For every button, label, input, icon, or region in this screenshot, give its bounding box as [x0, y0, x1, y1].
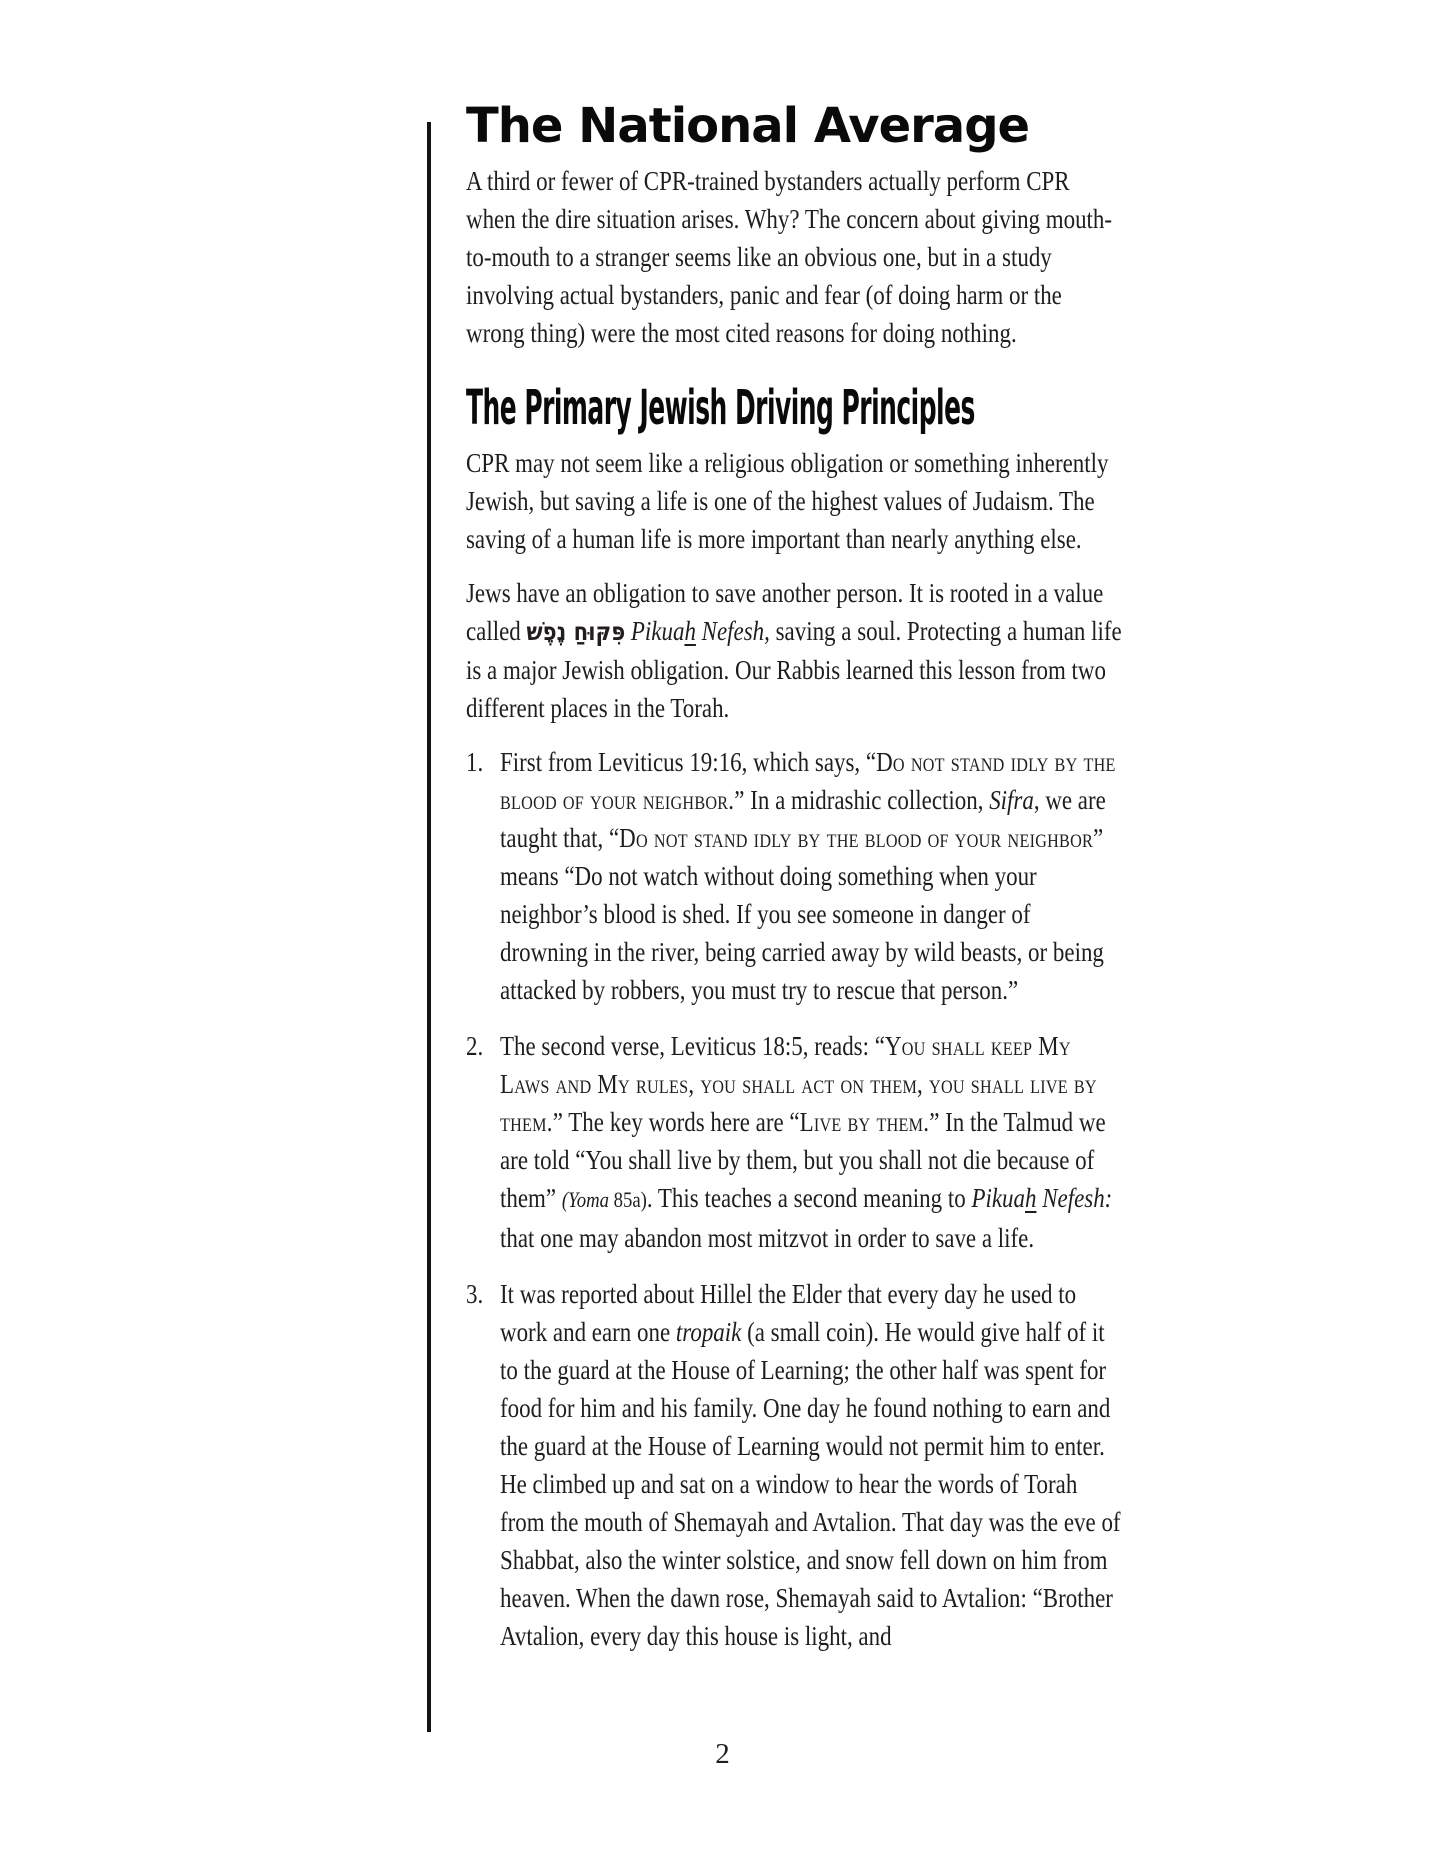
- list-item-number: 1.: [466, 747, 484, 777]
- paragraph-national-average: A third or fewer of CPR-trained bystanders actually perform CPR when the dire situation arises. Why? The concern about giving mouth-to-mouth to a stranger seems like an obvious one, but in a study involving actual bystanders, panic and fear (of doing harm or the wrong thing) were the most cited reasons for doing nothing.: [466, 166, 1113, 348]
- list-item-number: 2.: [466, 1031, 484, 1061]
- list-item-hillel-story: [466, 1275, 1124, 1655]
- list-item-leviticus-18-5: [466, 1027, 1124, 1257]
- list-item-text: First from Leviticus 19:16, which says, “Do not stand idly by the blood of your neighbor.” In a midrashic collection, Sifra, we are taught that, “Do not stand idly by the blood of your neighbor” means “Do not watch without doing something when your neighbor’s blood is shed. If you see someone in danger of drowning in the river, being carried away by wild beasts, or being attacked by robbers, you must try to rescue that person.”: [500, 747, 1116, 1005]
- torah-sources-list: [466, 743, 1124, 1655]
- paragraph-pikuah-nefesh: Jews have an obligation to save another person. It is rooted in a value called פִּקּוּחַ נֶפֶשׁ Pikuah Nefesh, saving a soul. Protecting a human life is a major Jewish obligation. Our Rabbis learned this lesson from two different places in the Torah.: [466, 578, 1122, 723]
- list-item-text: The second verse, Leviticus 18:5, reads: “You shall keep My Laws and My rules, you shall act on them, you shall live by them.” The key words here are “Live by them.” In the Talmud we are told “You shall live by them, but you shall not die because of them” (Yoma 85a). This teaches a second meaning to Pikuah Nefesh: that one may abandon most mitzvot in order to save a life.: [500, 1031, 1113, 1253]
- list-item-text: It was reported about Hillel the Elder that every day he used to work and earn one tropaik (a small coin). He would give half of it to the guard at the House of Learning; the other half was spent for food for him and his family. One day he found nothing to earn and the guard at the House of Learning would not permit him to enter. He climbed up and sat on a window to hear the words of Torah from the mouth of Shemayah and Avtalion. That day was the eve of Shabbat, also the winter solstice, and snow fell down on him from heaven. When the dawn rose, Shemayah said to Avtalion: “Brother Avtalion, every day this house is light, and: [500, 1279, 1121, 1651]
- section-heading-jewish-principles: The Primary Jewish Driving Principles: [466, 380, 975, 436]
- paragraph-principles-intro: CPR may not seem like a religious obligation or something inherently Jewish, but saving a life is one of the highest values of Judaism. The saving of a human life is more important than nearly anything else.: [466, 448, 1109, 554]
- page-content: [466, 98, 1124, 1673]
- list-item-leviticus-19-16: [466, 743, 1124, 1009]
- section-heading-national-average: The National Average: [466, 98, 1030, 154]
- page-number: 2: [715, 1738, 730, 1770]
- list-item-number: 3.: [466, 1279, 484, 1309]
- left-margin-rule: [427, 122, 431, 1732]
